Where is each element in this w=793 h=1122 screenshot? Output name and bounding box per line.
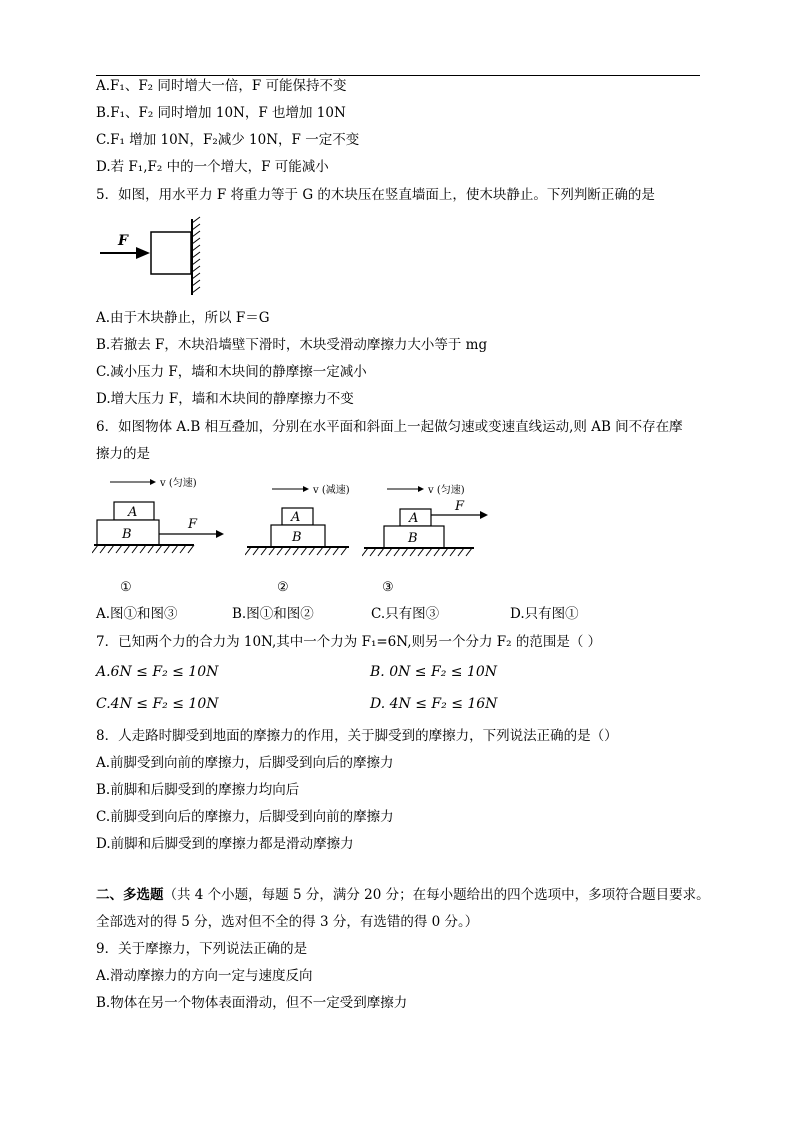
q6-option-c: C.只有图③ — [371, 606, 440, 622]
q6-stem-line2: 擦力的是 — [96, 446, 150, 462]
q7-option-d: D. 4N ≤ F₂ ≤ 16N — [370, 696, 498, 712]
q8-option-b: B.前脚和后脚受到的摩擦力均向后 — [96, 782, 300, 798]
q6-option-b: B.图①和图② — [232, 606, 314, 622]
q9-option-a: A.滑动摩擦力的方向一定与速度反向 — [96, 968, 313, 984]
q6-fig2-b-label: B — [292, 530, 302, 545]
q5-option-d: D.增大压力 F，墙和木块间的静摩擦力不变 — [96, 391, 354, 407]
q6-stem-line1: 6．如图物体 A.B 相互叠加，分别在水平面和斜面上一起做匀速或变速直线运动,则 AB 间不存在摩 — [96, 419, 683, 435]
q6-fig2-a-label: A — [291, 510, 301, 525]
q9-option-b: B.物体在另一个物体表面滑动，但不一定受到摩擦力 — [96, 995, 408, 1011]
header-rule — [96, 75, 700, 76]
q6-fig3-a-label: A — [409, 511, 419, 526]
q8-option-a: A.前脚受到向前的摩擦力，后脚受到向后的摩擦力 — [96, 755, 394, 771]
q6-fig2-number: ② — [277, 580, 289, 595]
q6-fig3-b-label: B — [408, 531, 418, 546]
q6-fig1-a-label: A — [128, 505, 138, 520]
q6-fig1-v-label: v (匀速) — [160, 478, 197, 489]
q6-figure-3 — [362, 475, 504, 598]
q6-fig1-force-label: F — [188, 517, 198, 532]
q6-figure-2 — [245, 475, 357, 598]
q6-fig1-number: ① — [120, 580, 132, 595]
section2-desc2: 全部选对的得 5 分，选对但不全的得 3 分，有选错的得 0 分。） — [96, 914, 479, 930]
q5-stem: 5．如图，用水平力 F 将重力等于 G 的木块压在竖直墙面上，使木块静止。下列判断正确的是 — [96, 187, 655, 203]
q7-stem: 7．已知两个力的合力为 10N,其中一个力为 F₁=6N,则另一个分力 F₂ 的范围是（ ） — [96, 634, 602, 650]
q6-fig1-b-label: B — [122, 527, 132, 542]
q6-fig3-force-label: F — [455, 499, 465, 514]
q4-option-a: A.F₁、F₂ 同时增大一倍，F 可能保持不变 — [96, 78, 347, 94]
q5-option-b: B.若撤去 F，木块沿墙壁下滑时，木块受滑动摩擦力大小等于 mg — [96, 337, 488, 353]
q5-option-a: A.由于木块静止，所以 F＝G — [96, 310, 270, 326]
q6-fig3-v-label: v (匀速) — [428, 485, 465, 496]
q4-option-d: D.若 F₁,F₂ 中的一个增大，F 可能减小 — [96, 159, 329, 175]
q4-option-c: C.F₁ 增加 10N，F₂减少 10N，F 一定不变 — [96, 132, 360, 148]
q6-option-a: A.图①和图③ — [96, 606, 178, 622]
section2-heading — [96, 886, 710, 904]
q6-figure-1 — [92, 470, 237, 598]
q5-figure — [96, 215, 216, 300]
q5-force-label: F — [118, 233, 128, 249]
q8-option-c: C.前脚受到向后的摩擦力，后脚受到向前的摩擦力 — [96, 809, 394, 825]
section2-desc1: （共 4 个小题，每题 5 分，满分 20 分；在每小题给出的四个选项中，多项符合题目要求。 — [163, 887, 710, 903]
q6-fig2-v-label: v (减速) — [313, 485, 350, 496]
q6-option-d: D.只有图① — [510, 606, 579, 622]
q8-option-d: D.前脚和后脚受到的摩擦力都是滑动摩擦力 — [96, 836, 354, 852]
q8-stem: 8．人走路时脚受到地面的摩擦力的作用，关于脚受到的摩擦力，下列说法正确的是（） — [96, 728, 618, 744]
q9-stem: 9．关于摩擦力，下列说法正确的是 — [96, 941, 308, 957]
q6-fig3-number: ③ — [382, 580, 394, 595]
q7-option-b: B. 0N ≤ F₂ ≤ 10N — [370, 664, 497, 680]
q4-option-b: B.F₁、F₂ 同时增加 10N，F 也增加 10N — [96, 105, 346, 121]
section2-title: 二、多选题 — [96, 887, 164, 903]
q7-option-c: C.4N ≤ F₂ ≤ 10N — [96, 696, 219, 712]
q5-option-c: C.减小压力 F，墙和木块间的静摩擦一定减小 — [96, 364, 367, 380]
q7-option-a: A.6N ≤ F₂ ≤ 10N — [96, 664, 219, 680]
